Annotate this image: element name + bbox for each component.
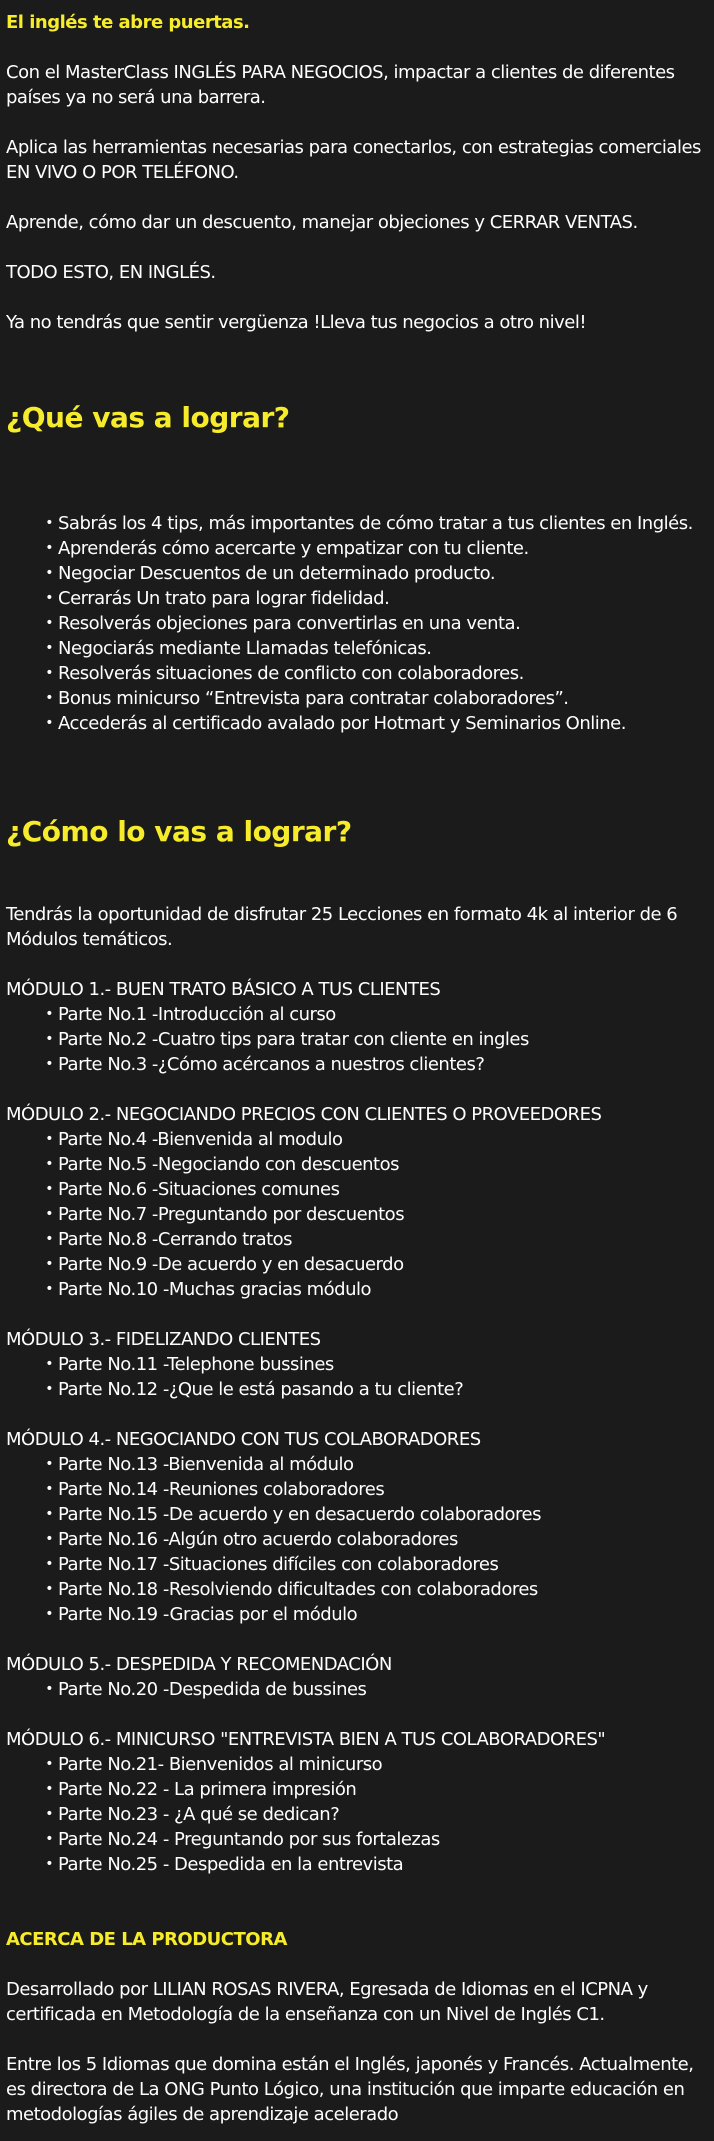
how-intro: Tendrás la oportunidad de disfrutar 25 Lecciones en formato 4k al interior de 6 Módulos temáticos. (6, 904, 678, 950)
about-paragraph-2: Entre los 5 Idiomas que domina están el Inglés, japonés y Francés. Actualmente, es directora de La ONG Punto Lógico, una institución que imparte educación en metodologías ágiles de aprendizaje acelerado (6, 2054, 694, 2125)
goal-item: • Resolverás situaciones de conflicto con colaboradores. (6, 661, 708, 686)
module-4 (6, 1427, 708, 1627)
about-heading: ACERCA DE LA PRODUCTORA (6, 1929, 287, 1950)
module-2 (6, 1102, 708, 1302)
module-6 (6, 1727, 708, 1877)
module-3 (6, 1327, 708, 1402)
lesson-item: • Parte No.17 -Situaciones difíciles con colaboradores (6, 1552, 708, 1577)
module-title: MÓDULO 1.- BUEN TRATO BÁSICO A TUS CLIENTES (6, 979, 441, 1000)
lesson-item: • Parte No.23 - ¿A qué se dedican? (6, 1802, 708, 1827)
lesson-item: • Parte No.20 -Despedida de bussines (6, 1677, 708, 1702)
goal-item: • Sabrás los 4 tips, más importantes de cómo tratar a tus clientes en Inglés. (6, 511, 708, 536)
intro-paragraph-3: Aprende, cómo dar un descuento, manejar objeciones y CERRAR VENTAS. (6, 212, 638, 233)
goal-item: • Cerrarás Un trato para lograr fidelidad. (6, 586, 708, 611)
module-1 (6, 977, 708, 1077)
lesson-item: • Parte No.18 -Resolviendo dificultades con colaboradores (6, 1577, 708, 1602)
module-title: MÓDULO 2.- NEGOCIANDO PRECIOS CON CLIENTES O PROVEEDORES (6, 1104, 602, 1125)
goal-item: • Aprenderás cómo acercarte y empatizar con tu cliente. (6, 536, 708, 561)
lesson-item: • Parte No.16 -Algún otro acuerdo colaboradores (6, 1527, 708, 1552)
about-paragraph-1: Desarrollado por LILIAN ROSAS RIVERA, Egresada de Idiomas en el ICPNA y certificada en Metodología de la enseñanza con un Nivel de Inglés C1. (6, 1979, 648, 2025)
lesson-item: • Parte No.13 -Bienvenida al módulo (6, 1452, 708, 1477)
lesson-item: • Parte No.11 -Telephone bussines (6, 1352, 708, 1377)
goals-heading: ¿Qué vas a lograr? (6, 401, 290, 434)
module-title: MÓDULO 6.- MINICURSO "ENTREVISTA BIEN A TUS COLABORADORES" (6, 1729, 606, 1750)
module-title: MÓDULO 4.- NEGOCIANDO CON TUS COLABORADORES (6, 1429, 481, 1450)
lesson-item: • Parte No.14 -Reuniones colaboradores (6, 1477, 708, 1502)
goal-item: • Accederás al certificado avalado por Hotmart y Seminarios Online. (6, 711, 708, 736)
lesson-item: • Parte No.21- Bienvenidos al minicurso (6, 1752, 708, 1777)
intro-paragraph-1: Con el MasterClass INGLÉS PARA NEGOCIOS, impactar a clientes de diferentes países ya no será una barrera. (6, 62, 675, 108)
lesson-item: • Parte No.1 -Introducción al curso (6, 1002, 708, 1027)
tagline: El inglés te abre puertas. (6, 12, 250, 33)
intro-paragraph-4: TODO ESTO, EN INGLÉS. (6, 262, 216, 283)
goal-item: • Resolverás objeciones para convertirlas en una venta. (6, 611, 708, 636)
lesson-item: • Parte No.7 -Preguntando por descuentos (6, 1202, 708, 1227)
lesson-item: • Parte No.5 -Negociando con descuentos (6, 1152, 708, 1177)
lesson-item: • Parte No.8 -Cerrando tratos (6, 1227, 708, 1252)
lesson-item: • Parte No.25 - Despedida en la entrevista (6, 1852, 708, 1877)
lesson-item: • Parte No.3 -¿Cómo acércanos a nuestros clientes? (6, 1052, 708, 1077)
module-title: MÓDULO 5.- DESPEDIDA Y RECOMENDACIÓN (6, 1654, 392, 1675)
lesson-item: • Parte No.4 -Bienvenida al modulo (6, 1127, 708, 1152)
lesson-item: • Parte No.15 -De acuerdo y en desacuerdo colaboradores (6, 1502, 708, 1527)
lesson-item: • Parte No.6 -Situaciones comunes (6, 1177, 708, 1202)
intro-paragraph-5: Ya no tendrás que sentir vergüenza !Lleva tus negocios a otro nivel! (6, 312, 587, 333)
lesson-item: • Parte No.12 -¿Que le está pasando a tu cliente? (6, 1377, 708, 1402)
lesson-item: • Parte No.9 -De acuerdo y en desacuerdo (6, 1252, 708, 1277)
lesson-item: • Parte No.10 -Muchas gracias módulo (6, 1277, 708, 1302)
lesson-item: • Parte No.19 -Gracias por el módulo (6, 1602, 708, 1627)
lesson-item: • Parte No.2 -Cuatro tips para tratar con cliente en ingles (6, 1027, 708, 1052)
lesson-item: • Parte No.22 - La primera impresión (6, 1777, 708, 1802)
goal-item: • Negociarás mediante Llamadas telefónicas. (6, 636, 708, 661)
goals-list (6, 511, 708, 736)
goal-item: • Negociar Descuentos de un determinado producto. (6, 561, 708, 586)
goal-item: • Bonus minicurso “Entrevista para contratar colaboradores”. (6, 686, 708, 711)
how-heading: ¿Cómo lo vas a lograr? (6, 815, 352, 848)
module-5 (6, 1652, 708, 1702)
intro-paragraph-2: Aplica las herramientas necesarias para conectarlos, con estrategias comerciales EN VIVO O POR TELÉFONO. (6, 137, 701, 183)
lesson-item: • Parte No.24 - Preguntando por sus fortalezas (6, 1827, 708, 1852)
module-title: MÓDULO 3.- FIDELIZANDO CLIENTES (6, 1329, 321, 1350)
